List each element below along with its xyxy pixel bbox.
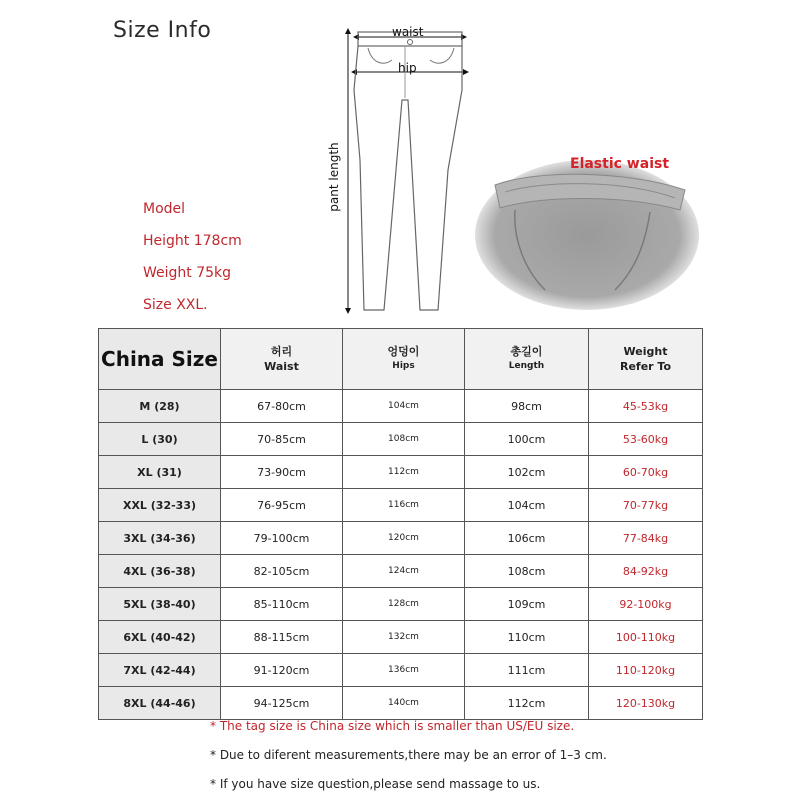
cell-hips: 124cm	[343, 555, 465, 588]
cell-size: 8XL (44-46)	[99, 687, 221, 720]
note-tag-size: * The tag size is China size which is smaller than US/EU size.	[210, 719, 575, 733]
table-row	[99, 555, 703, 588]
table-row	[99, 423, 703, 456]
table-row	[99, 522, 703, 555]
header-length-ko: 총길이	[510, 345, 543, 358]
header-china-size: China Size	[99, 329, 221, 390]
cell-length: 111cm	[465, 654, 589, 687]
cell-size: 6XL (40-42)	[99, 621, 221, 654]
header-weight-line1: Weight	[623, 345, 668, 358]
cell-length: 110cm	[465, 621, 589, 654]
header-length	[465, 329, 589, 390]
cell-size: 4XL (36-38)	[99, 555, 221, 588]
table-row	[99, 390, 703, 423]
pants-diagram	[320, 20, 490, 320]
cell-length: 108cm	[465, 555, 589, 588]
cell-size: 3XL (34-36)	[99, 522, 221, 555]
table-row	[99, 489, 703, 522]
cell-length: 112cm	[465, 687, 589, 720]
table-row	[99, 654, 703, 687]
cell-weight: 60-70kg	[589, 456, 703, 489]
cell-length: 104cm	[465, 489, 589, 522]
cell-size: XL (31)	[99, 456, 221, 489]
elastic-waist-label: Elastic waist	[570, 156, 670, 172]
cell-hips: 116cm	[343, 489, 465, 522]
model-weight: Weight 75kg	[143, 265, 232, 281]
cell-hips: 140cm	[343, 687, 465, 720]
header-hips	[343, 329, 465, 390]
note-contact: * If you have size question,please send massage to us.	[210, 777, 541, 791]
cell-length: 98cm	[465, 390, 589, 423]
cell-waist: 70-85cm	[221, 423, 343, 456]
header-weight-line2: Refer To	[619, 360, 672, 373]
cell-waist: 85-110cm	[221, 588, 343, 621]
cell-waist: 76-95cm	[221, 489, 343, 522]
cell-length: 109cm	[465, 588, 589, 621]
page-title: Size Info	[113, 18, 212, 43]
cell-weight: 53-60kg	[589, 423, 703, 456]
cell-waist: 67-80cm	[221, 390, 343, 423]
header-hips-en: Hips	[392, 361, 415, 371]
pant-length-label: pant length	[327, 142, 341, 212]
header-length-en: Length	[508, 361, 545, 371]
header-weight	[589, 329, 703, 390]
cell-size: M (28)	[99, 390, 221, 423]
cell-weight: 77-84kg	[589, 522, 703, 555]
cell-weight: 70-77kg	[589, 489, 703, 522]
model-size: Size XXL.	[143, 297, 208, 313]
cell-waist: 82-105cm	[221, 555, 343, 588]
cell-size: L (30)	[99, 423, 221, 456]
cell-hips: 136cm	[343, 654, 465, 687]
model-height: Height 178cm	[143, 233, 242, 249]
size-table	[98, 328, 703, 720]
cell-length: 102cm	[465, 456, 589, 489]
cell-waist: 73-90cm	[221, 456, 343, 489]
cell-size: 7XL (42-44)	[99, 654, 221, 687]
cell-hips: 112cm	[343, 456, 465, 489]
cell-waist: 91-120cm	[221, 654, 343, 687]
cell-length: 100cm	[465, 423, 589, 456]
table-row	[99, 588, 703, 621]
cell-hips: 108cm	[343, 423, 465, 456]
elastic-waist-photo	[475, 150, 700, 310]
cell-length: 106cm	[465, 522, 589, 555]
table-header-row	[99, 329, 703, 390]
cell-waist: 94-125cm	[221, 687, 343, 720]
waist-label: waist	[392, 25, 424, 39]
cell-weight: 110-120kg	[589, 654, 703, 687]
cell-hips: 104cm	[343, 390, 465, 423]
cell-size: 5XL (38-40)	[99, 588, 221, 621]
model-info	[143, 193, 242, 321]
header-waist	[221, 329, 343, 390]
header-hips-ko: 엉덩이	[387, 345, 420, 358]
note-measurement-error: * Due to diferent measurements,there may be an error of 1–3 cm.	[210, 748, 607, 762]
cell-weight: 92-100kg	[589, 588, 703, 621]
cell-waist: 79-100cm	[221, 522, 343, 555]
model-label: Model	[143, 201, 186, 217]
cell-hips: 132cm	[343, 621, 465, 654]
fabric-photo-icon	[475, 150, 700, 310]
cell-weight: 100-110kg	[589, 621, 703, 654]
notes	[210, 712, 607, 799]
header-waist-en: Waist	[264, 360, 299, 373]
header-waist-ko: 허리	[270, 345, 293, 358]
cell-weight: 120-130kg	[589, 687, 703, 720]
table-row	[99, 621, 703, 654]
cell-weight: 45-53kg	[589, 390, 703, 423]
cell-hips: 120cm	[343, 522, 465, 555]
cell-hips: 128cm	[343, 588, 465, 621]
table-row	[99, 456, 703, 489]
cell-weight: 84-92kg	[589, 555, 703, 588]
cell-size: XXL (32-33)	[99, 489, 221, 522]
hip-label: hip	[398, 61, 417, 75]
cell-waist: 88-115cm	[221, 621, 343, 654]
